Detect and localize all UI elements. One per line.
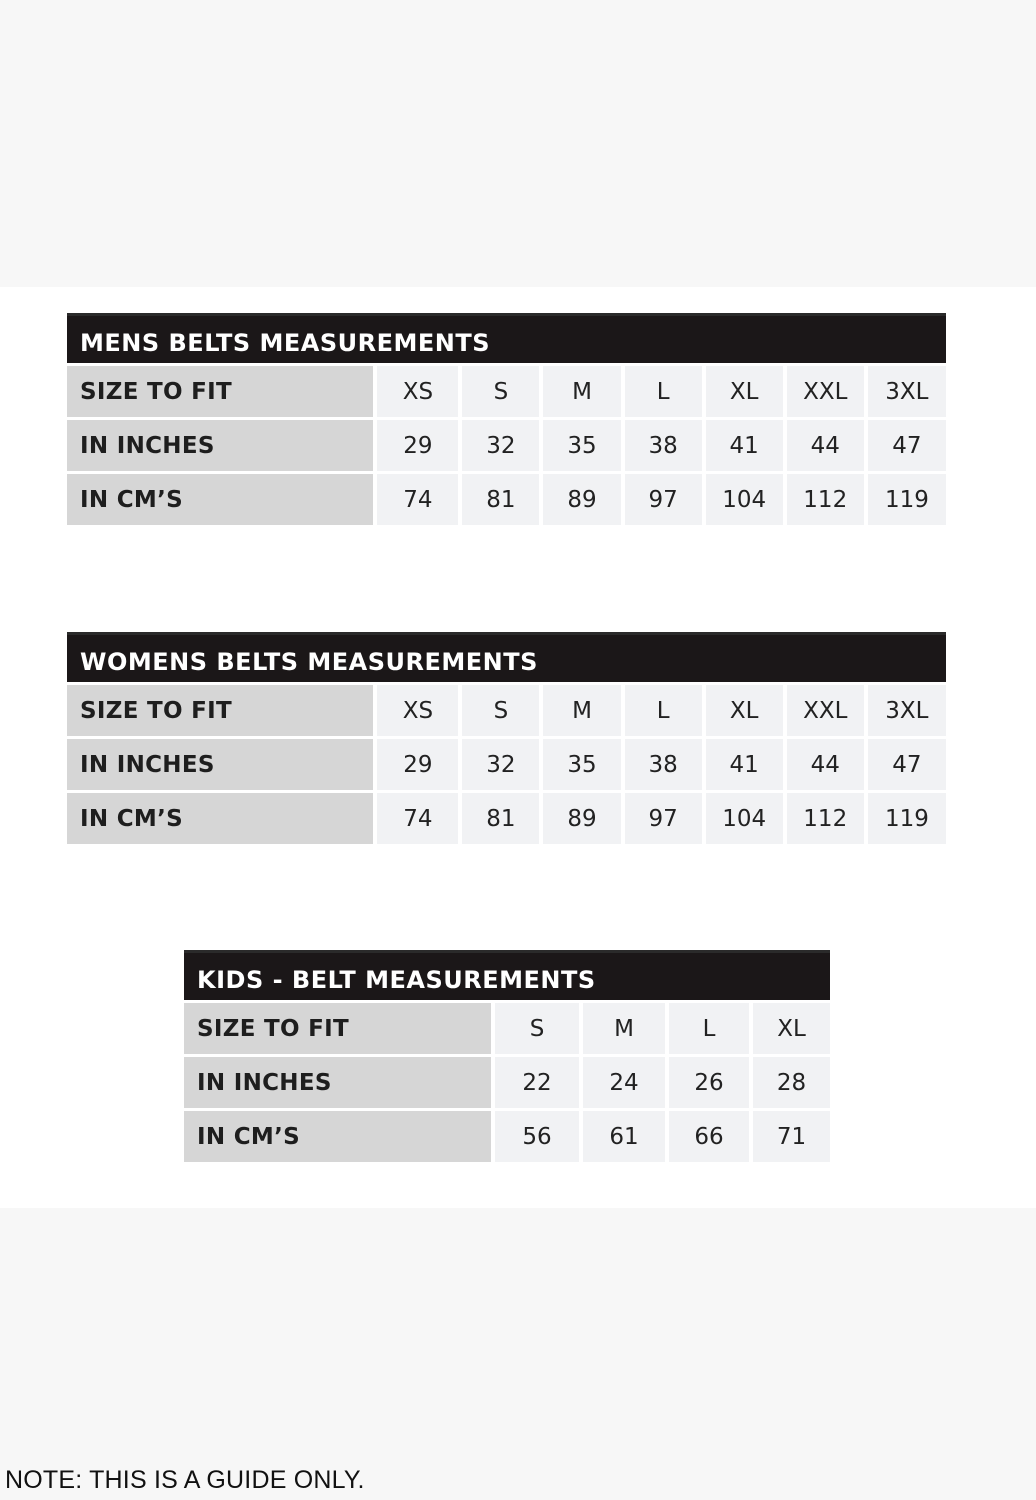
table-title: WOMENS BELTS MEASUREMENTS xyxy=(67,632,946,682)
womens-belt-table xyxy=(67,632,946,844)
table-cell: 3XL xyxy=(864,682,946,736)
table-cell: 28 xyxy=(749,1054,830,1108)
table-cell: 38 xyxy=(621,736,702,790)
table-title: KIDS - BELT MEASUREMENTS xyxy=(184,950,830,1000)
row-label: IN INCHES xyxy=(67,736,377,790)
table-cell: 112 xyxy=(783,471,864,525)
table-cell: 66 xyxy=(665,1108,749,1162)
table-row xyxy=(67,790,946,844)
table-cell: 47 xyxy=(864,736,946,790)
table-cell: L xyxy=(665,1000,749,1054)
row-label: SIZE TO FIT xyxy=(67,682,377,736)
table-cell: XL xyxy=(702,363,783,417)
row-label: IN INCHES xyxy=(67,417,377,471)
table-cell: XL xyxy=(749,1000,830,1054)
table-cell: 74 xyxy=(377,790,458,844)
table-cell: 61 xyxy=(579,1108,665,1162)
table-cell: 24 xyxy=(579,1054,665,1108)
table-cell: 38 xyxy=(621,417,702,471)
table-cell: 112 xyxy=(783,790,864,844)
table-cell: 35 xyxy=(539,417,620,471)
table-row xyxy=(184,1108,830,1162)
table-row xyxy=(67,471,946,525)
table-cell: 81 xyxy=(458,471,539,525)
table-cell: XXL xyxy=(783,363,864,417)
table-cell: XL xyxy=(702,682,783,736)
table-cell: 97 xyxy=(621,790,702,844)
table-cell: 56 xyxy=(495,1108,579,1162)
table-cell: 32 xyxy=(458,736,539,790)
table-cell: 119 xyxy=(864,790,946,844)
table-cell: 3XL xyxy=(864,363,946,417)
table-cell: 44 xyxy=(783,736,864,790)
guide-note: NOTE: THIS IS A GUIDE ONLY. xyxy=(5,1466,365,1494)
table-cell: 29 xyxy=(377,417,458,471)
table-cell: S xyxy=(458,363,539,417)
table-row xyxy=(184,1054,830,1108)
table-row xyxy=(67,417,946,471)
table-cell: 32 xyxy=(458,417,539,471)
table-cell: M xyxy=(539,363,620,417)
table-cell: 47 xyxy=(864,417,946,471)
table-cell: 41 xyxy=(702,417,783,471)
table-cell: XXL xyxy=(783,682,864,736)
table-cell: 71 xyxy=(749,1108,830,1162)
table-cell: XS xyxy=(377,682,458,736)
table-cell: S xyxy=(495,1000,579,1054)
table-cell: 104 xyxy=(702,790,783,844)
table-cell: L xyxy=(621,682,702,736)
table-row xyxy=(67,736,946,790)
table-cell: M xyxy=(539,682,620,736)
table-cell: 81 xyxy=(458,790,539,844)
table-cell: M xyxy=(579,1000,665,1054)
table-cell: 35 xyxy=(539,736,620,790)
row-label: IN CM’S xyxy=(67,471,377,525)
table-cell: 119 xyxy=(864,471,946,525)
table-cell: 44 xyxy=(783,417,864,471)
mens-belt-table xyxy=(67,313,946,525)
table-row xyxy=(67,682,946,736)
row-label: SIZE TO FIT xyxy=(184,1000,495,1054)
table-cell: 41 xyxy=(702,736,783,790)
table-cell: 89 xyxy=(539,790,620,844)
row-label: IN INCHES xyxy=(184,1054,495,1108)
table-cell: 89 xyxy=(539,471,620,525)
table-cell: S xyxy=(458,682,539,736)
table-cell: XS xyxy=(377,363,458,417)
table-row xyxy=(67,363,946,417)
table-cell: 97 xyxy=(621,471,702,525)
row-label: SIZE TO FIT xyxy=(67,363,377,417)
row-label: IN CM’S xyxy=(184,1108,495,1162)
table-cell: L xyxy=(621,363,702,417)
table-title: MENS BELTS MEASUREMENTS xyxy=(67,313,946,363)
table-cell: 74 xyxy=(377,471,458,525)
row-label: IN CM’S xyxy=(67,790,377,844)
table-cell: 29 xyxy=(377,736,458,790)
table-cell: 26 xyxy=(665,1054,749,1108)
table-cell: 22 xyxy=(495,1054,579,1108)
kids-belt-table xyxy=(184,950,830,1162)
table-row xyxy=(184,1000,830,1054)
table-cell: 104 xyxy=(702,471,783,525)
